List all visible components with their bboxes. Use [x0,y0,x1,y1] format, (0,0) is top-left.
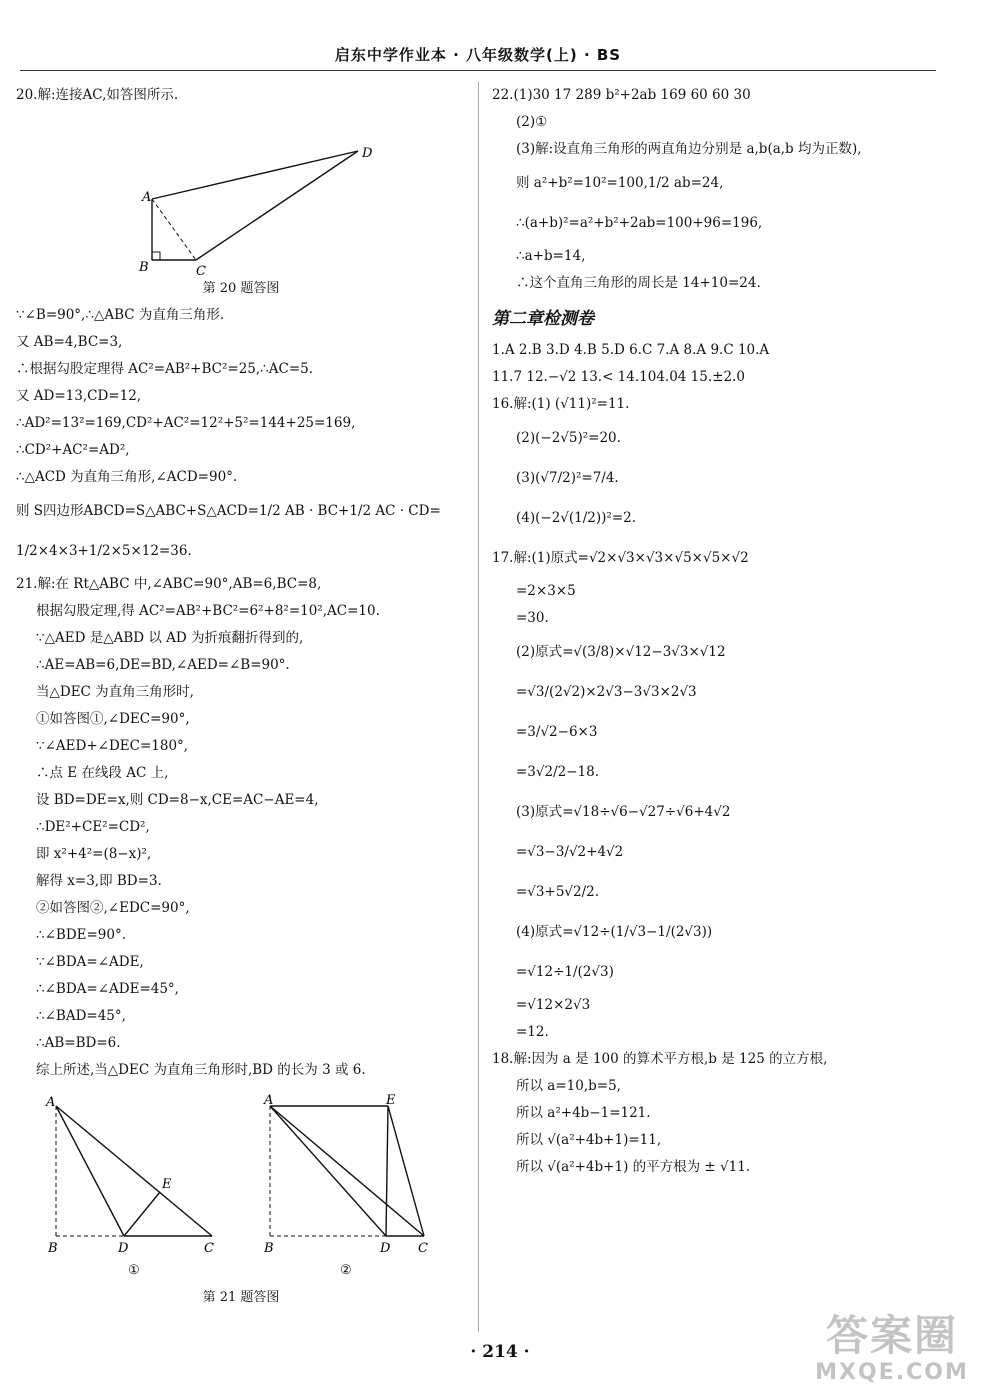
q21-line: 根据勾股定理,得 AC²=AB²+BC²=6²+8²=10²,AC=10. [36,603,380,619]
q20-line: ∴AD²=13²=169,CD²+AC²=12²+5²=144+25=169, [16,415,356,431]
q20-label-b: B [139,260,149,275]
q21-fig2-label-a: A [264,1093,274,1108]
q18-line: 18.解:因为 a 是 100 的算术平方根,b 是 125 的立方根, [492,1051,828,1067]
chapter-answers: 11.7 12.−√2 13.< 14.104.04 15.±2.0 [492,369,745,385]
q21-line: ∵∠AED+∠DEC=180°, [36,738,189,754]
column-divider [478,82,479,1332]
q17-line: (4)原式=√12÷(1/√3−1/(2√3)) [516,924,713,940]
q21-line: 综上所述,当△DEC 为直角三角形时,BD 的长为 3 或 6. [36,1062,366,1078]
q17-line: =√12÷1/(2√3) [516,964,614,980]
q21-line: 当△DEC 为直角三角形时, [36,684,194,700]
q17-line: =√12×2√3 [516,997,591,1013]
q17-line: 17.解:(1)原式=√2×√3×√3×√5×√5×√2 [492,550,749,566]
q20-label-a: A [142,190,152,205]
q20-label-d: D [362,146,373,161]
q20-intro: 20.解:连接AC,如答图所示. [16,87,179,103]
q17-line: =√3+5√2/2. [516,884,600,900]
q18-line: 所以 a=10,b=5, [516,1078,621,1094]
q21-line: ∵∠BDA=∠ADE, [36,954,144,970]
q21-line: 21.解:在 Rt△ABC 中,∠ABC=90°,AB=6,BC=8, [16,576,322,592]
q18-line: 所以 √(a²+4b+1) 的平方根为 ± √11. [516,1159,751,1175]
q21-fig1-label-b: B [48,1241,58,1256]
q21-caption: 第 21 题答图 [202,1290,280,1305]
q21-fig1-sub: ① [128,1263,140,1278]
watermark-logo [802,1312,982,1392]
q21-line: ∴AE=AB=6,DE=BD,∠AED=∠B=90°. [36,657,290,673]
q16-line: (2)(−2√5)²=20. [516,430,621,446]
q17-line: (3)原式=√18÷√6−√27÷√6+4√2 [516,804,731,820]
q20-line: ∵∠B=90°,∴△ABC 为直角三角形. [16,307,225,323]
q21-figures [16,1084,466,1284]
q21-fig1-label-d: D [118,1241,129,1256]
q17-line: =30. [516,610,549,626]
q22-line: ∴a+b=14, [516,248,586,264]
q21-line: ∴∠BDA=∠ADE=45°, [36,981,179,997]
q16-line: 16.解:(1) (√11)²=11. [492,396,630,412]
watermark-url: MXQE.COM [815,1360,969,1385]
q21-fig2-label-d: D [380,1241,391,1256]
q17-line: =√3/(2√2)×2√3−3√3×2√3 [516,684,697,700]
q21-fig1-label-a: A [46,1095,56,1110]
page-header: 启东中学作业本 · 八年级数学(上) · BS [20,44,936,71]
q20-line: 则 S四边形ABCD=S△ABC+S△ACD=1/2 AB · BC+1/2 AC · CD= [16,503,441,519]
q22-line: ∴这个直角三角形的周长是 14+10=24. [516,275,761,291]
q17-line: =3√2/2−18. [516,764,600,780]
q21-fig2-label-e: E [386,1093,396,1108]
q17-line: (2)原式=√(3/8)×√12−3√3×√12 [516,644,726,660]
q22-line: 则 a²+b²=10²=100,1/2 ab=24, [516,175,724,191]
q21-line: ∴点 E 在线段 AC 上, [36,765,169,781]
q21-fig1-label-c: C [204,1241,214,1256]
q21-line: 即 x²+4²=(8−x)², [36,846,152,862]
chapter-title: 第二章检测卷 [492,309,594,329]
right-column [492,82,972,1181]
q16-line: (4)(−2√(1/2))²=2. [516,510,637,526]
watermark-text: 答案圈 [825,1311,958,1360]
q20-line: 又 AB=4,BC=3, [16,334,123,350]
q18-line: 所以 √(a²+4b+1)=11, [516,1132,662,1148]
q21-line: ∴∠BAD=45°, [36,1008,126,1024]
q21-line: ∴∠BDE=90°. [36,927,127,943]
left-column [16,82,466,1311]
q18-line: 所以 a²+4b−1=121. [516,1105,651,1121]
q22-line: 22.(1)30 17 289 b²+2ab 169 60 60 30 [492,87,751,103]
q22-line: ∴(a+b)²=a²+b²+2ab=100+96=196, [516,215,763,231]
q21-fig2-sub: ② [340,1263,352,1278]
q17-line: =2×3×5 [516,583,576,599]
q20-caption: 第 20 题答图 [202,281,280,296]
q20-figure [16,109,466,275]
q20-line: 1/2×4×3+1/2×5×12=36. [16,543,192,559]
q20-line: ∴△ACD 为直角三角形,∠ACD=90°. [16,469,238,485]
chapter-answers: 1.A 2.B 3.D 4.B 5.D 6.C 7.A 8.A 9.C 10.A [492,342,770,358]
q21-line: ∴DE²+CE²=CD², [36,819,150,835]
q20-line: ∴CD²+AC²=AD², [16,442,130,458]
page-number: · 214 · [470,1342,530,1362]
q21-line: 设 BD=DE=x,则 CD=8−x,CE=AC−AE=4, [36,792,319,808]
q17-line: =√3−3/√2+4√2 [516,844,624,860]
q21-line: ①如答图①,∠DEC=90°, [36,711,190,727]
q20-diagram [16,109,466,275]
q21-fig2-label-b: B [264,1241,274,1256]
q21-line: ②如答图②,∠EDC=90°, [36,900,190,916]
q16-line: (3)(√7/2)²=7/4. [516,470,619,486]
q20-label-c: C [196,264,206,275]
q17-line: =12. [516,1024,549,1040]
q21-fig2-label-c: C [418,1241,428,1256]
q17-line: =3/√2−6×3 [516,724,598,740]
q21-line: ∴AB=BD=6. [36,1035,121,1051]
q21-line: ∵△AED 是△ABD 以 AD 为折痕翻折得到的, [36,630,304,646]
q22-line: (2)① [516,114,548,130]
q22-line: (3)解:设直角三角形的两直角边分别是 a,b(a,b 均为正数), [516,141,862,157]
q20-line: 又 AD=13,CD=12, [16,388,142,404]
q21-fig1-label-e: E [162,1177,172,1192]
q20-line: ∴根据勾股定理得 AC²=AB²+BC²=25,∴AC=5. [16,361,314,377]
q21-line: 解得 x=3,即 BD=3. [36,873,162,889]
q21-diagrams [16,1084,466,1284]
